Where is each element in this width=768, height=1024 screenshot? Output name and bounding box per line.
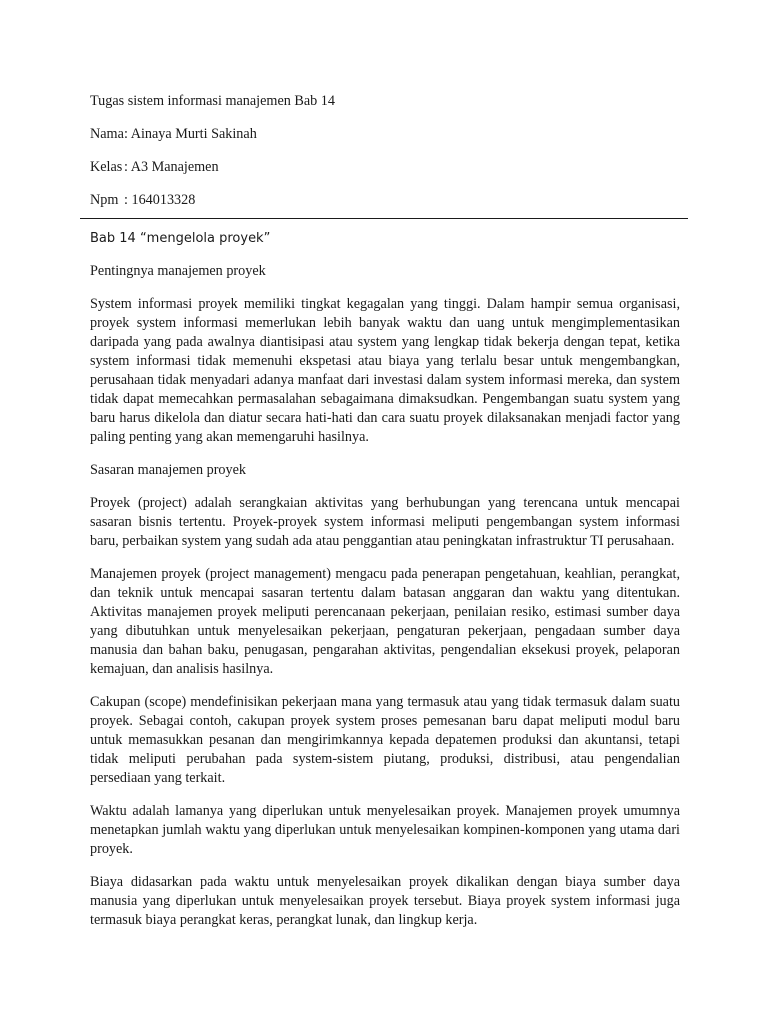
paragraph: System informasi proyek memiliki tingkat kegagalan yang tinggi. Dalam hampir semua organisasi, proyek system informasi memerlukan lebih banyak waktu dan uang untuk mengimplementasikan daripada yang pada awalnya diantisipasi atau system yang lengkap tidak bekerja dengan tepat, ketika system informasi tidak memenuhi ekspetasi atau biaya yang terlalu besar untuk mengembangkan, perusahaan tidak menyadari adanya manfaat dari investasi dalam system informasi mereka, dan system tidak dapat memecahkan permasalahan sebagaimana dimaksudkan. Pengembangan suatu system yang baru harus dikelola dan diatur secara hati-hati dan cara suatu proyek dilaksanakan menjadi factor yang paling penting yang akan memengaruhi hasilnya. (90, 296, 680, 445)
paragraph: Biaya didasarkan pada waktu untuk menyelesaikan proyek dikalikan dengan biaya sumber daya manusia yang diperlukan untuk menyelesaikan proyek tersebut. Biaya proyek system informasi juga termasuk biaya perangkat keras, perangkat lunak, dan lingkup kerja. (90, 874, 680, 928)
paragraph: Waktu adalah lamanya yang diperlukan untuk menyelesaikan proyek. Manajemen proyek umumnya menetapkan jumlah waktu yang diperlukan untuk menyelesaikan kompinen-komponen yang utama dari proyek. (90, 803, 680, 857)
section-heading: Sasaran manajemen proyek (90, 462, 247, 478)
paragraph: Cakupan (scope) mendefinisikan pekerjaan mana yang termasuk atau yang tidak termasuk dalam suatu proyek. Sebagai contoh, cakupan proyek system proses pemesanan baru dapat meliputi modul baru untuk memasukkan pesanan dan mengirimkannya kepada depatemen produksi dan akuntansi, tetapi tidak meliputi perubahan pada system-sistem piutang, produksi, distribusi, atau pengendalian persediaan yang terkait. (90, 694, 680, 786)
field-label: Npm (90, 192, 119, 208)
field-npm (90, 191, 680, 210)
paragraph: Proyek (project) adalah serangkaian aktivitas yang berhubungan yang terencana untuk mencapai sasaran bisnis tertentu. Proyek-proyek system informasi meliputi pengembangan system informasi baru, perbaikan system yang sudah ada atau penggantian atau peningkatan infrastruktur TI perusahaan. (90, 495, 680, 549)
header-divider (80, 218, 688, 219)
field-nama (90, 125, 680, 144)
section-heading: Pentingnya manajemen proyek (90, 263, 266, 279)
chapter-title: Bab 14 “mengelola proyek” (90, 231, 271, 246)
field-value: : Ainaya Murti Sakinah (124, 126, 257, 142)
paragraph: Manajemen proyek (project management) mengacu pada penerapan pengetahuan, keahlian, perangkat, dan teknik untuk mencapai sasaran tertentu dalam batasan anggaran dan waktu yang ditentukan. Aktivitas manajemen proyek meliputi perencanaan pekerjaan, penilaian resiko, estimasi sumber daya yang dibutuhkan untuk menyelesaikan pekerjaan, pengaturan pekerjaan, pengadaan sumber daya manusia dan bahan baku, penugasan, pengarahan aktivitas, pengendalian eksekusi proyek, pelaporan kemajuan, dan analisis hasilnya. (90, 566, 680, 677)
document-title: Tugas sistem informasi manajemen Bab 14 (90, 93, 335, 109)
field-value: : A3 Manajemen (124, 159, 219, 175)
field-label: Kelas (90, 159, 123, 175)
field-kelas (90, 158, 680, 177)
field-value: : 164013328 (124, 192, 196, 208)
field-label: Nama (90, 126, 124, 142)
